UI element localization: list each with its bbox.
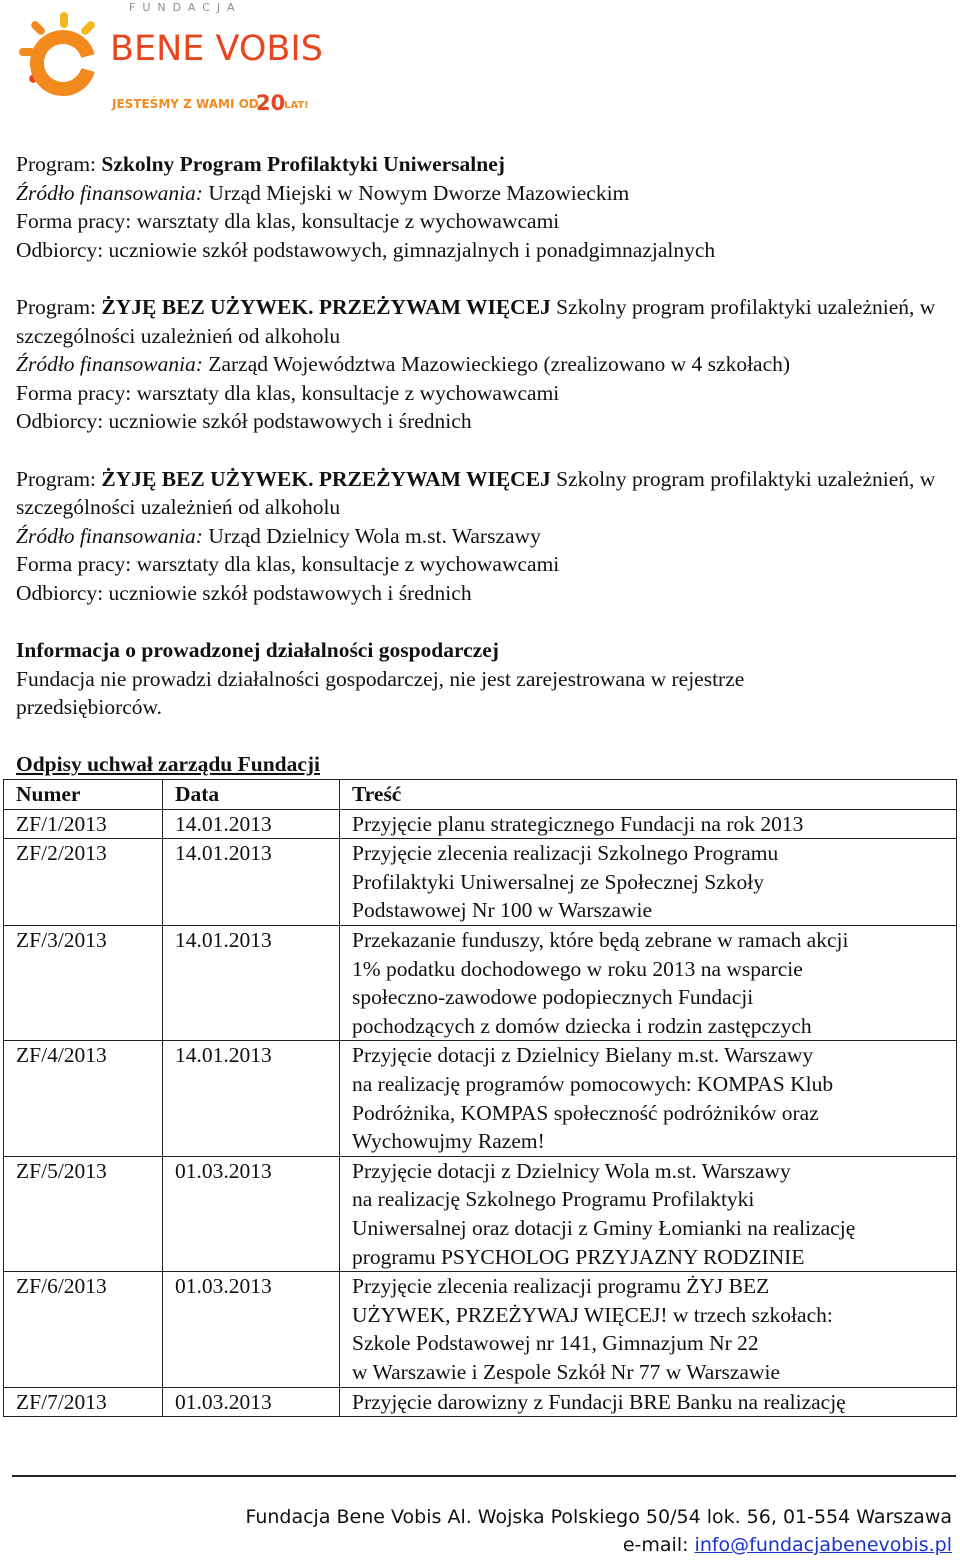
work-form-line: Forma pracy: warsztaty dla klas, konsultacje z wychowawcami — [16, 380, 560, 405]
resolution-date: 14.01.2013 — [163, 809, 340, 839]
work-form-line: Forma pracy: warsztaty dla klas, konsultacje z wychowawcami — [16, 209, 560, 234]
resolution-content-line: społeczno-zawodowe podopiecznych Fundacji — [352, 985, 754, 1010]
funding-line — [16, 350, 956, 379]
resolution-content-line: pochodzących z domów dziecka i rodzin zastępczych — [352, 1013, 812, 1038]
program-prefix: Program: — [16, 152, 102, 176]
logo-top-text: FUNDACJA — [129, 1, 242, 14]
work-form-line: Forma pracy: warsztaty dla klas, konsultacje z wychowawcami — [16, 552, 560, 577]
resolution-content-line: Podstawowej Nr 100 w Warszawie — [352, 898, 653, 923]
table-row — [4, 839, 957, 926]
program-block-3 — [16, 465, 956, 608]
sun-arc — [37, 37, 88, 89]
recipients-line: Odbiorcy: uczniowie szkół podstawowych i średnich — [16, 580, 472, 605]
resolution-date: 01.03.2013 — [163, 1387, 340, 1417]
funding-source: Urząd Miejski w Nowym Dworze Mazowieckim — [202, 180, 630, 205]
program-description: Szkolny program profilaktyki uzależnień, w szczególności uzależnień od alkoholu — [16, 466, 936, 520]
resolution-date: 01.03.2013 — [163, 1272, 340, 1387]
resolution-content-line: Przyjęcie zlecenia realizacji programu ŻYJ BEZ — [352, 1274, 770, 1299]
funding-line — [16, 179, 956, 208]
resolution-number: ZF/4/2013 — [4, 1041, 163, 1156]
program-block-2 — [16, 293, 956, 436]
footer-email-line — [245, 1531, 952, 1559]
resolution-content — [340, 1387, 957, 1417]
resolution-content-line: na realizację programów pomocowych: KOMPAS Klub — [352, 1072, 834, 1096]
funding-line — [16, 522, 956, 551]
resolution-content-line: Podróżnika, KOMPAS społeczność podróżników oraz — [352, 1100, 819, 1125]
recipients-line: Odbiorcy: uczniowie szkół podstawowych i średnich — [16, 409, 472, 434]
program-prefix: Program: — [16, 466, 102, 491]
funding-source: Zarząd Województwa Mazowieckiego (zrealizowano w 4 szkołach) — [202, 352, 791, 377]
foundation-logo — [14, 0, 354, 118]
logo-tagline: JESTEŚMY Z WAMI OD — [112, 97, 259, 111]
business-activity-section — [16, 636, 956, 722]
resolution-content-line: Przekazanie funduszy, które będą zebrane w ramach akcji — [352, 928, 849, 953]
column-header-content: Treść — [340, 780, 957, 810]
resolution-number: ZF/1/2013 — [4, 809, 163, 839]
funding-label: Źródło finansowania: — [16, 180, 203, 205]
footer-divider — [12, 1475, 956, 1477]
resolution-number: ZF/6/2013 — [4, 1272, 163, 1387]
resolution-date: 14.01.2013 — [163, 926, 340, 1041]
resolutions-table — [3, 779, 957, 1417]
resolution-content-line: na realizację Szkolnego Programu Profilaktyki — [352, 1187, 755, 1212]
sun-logo-icon — [14, 0, 354, 118]
resolution-number: ZF/3/2013 — [4, 926, 163, 1041]
table-row — [4, 1272, 957, 1387]
resolution-content-line: Szkole Podstawowej nr 141, Gimnazjum Nr 22 — [352, 1331, 759, 1356]
resolution-content — [340, 1041, 957, 1156]
resolution-content-line: Profilaktyki Uniwersalnej ze Społecznej Szkoły — [352, 869, 764, 894]
resolution-content-line: Przyjęcie darowizny z Fundacji BRE Banku na realizację — [352, 1389, 846, 1414]
resolution-content-line: 1% podatku dochodowego w roku 2013 na wsparcie — [352, 956, 803, 981]
resolution-content-line: Przyjęcie planu strategicznego Fundacji na rok 2013 — [352, 811, 804, 836]
resolution-number: ZF/7/2013 — [4, 1387, 163, 1417]
table-header-row — [4, 780, 957, 810]
resolution-content — [340, 809, 957, 839]
footer-address: Fundacja Bene Vobis Al. Wojska Polskiego 50/54 lok. 56, 01-554 Warszawa — [245, 1506, 952, 1528]
program-name: ŻYJĘ BEZ UŻYWEK. PRZEŻYWAM WIĘCEJ — [101, 294, 551, 319]
resolution-date: 14.01.2013 — [163, 1041, 340, 1156]
footer-email-link[interactable]: info@fundacjabenevobis.pl — [694, 1534, 952, 1556]
recipients-line: Odbiorcy: uczniowie szkół podstawowych, gimnazjalnych i ponadgimnazjalnych — [16, 237, 716, 262]
resolution-number: ZF/5/2013 — [4, 1156, 163, 1271]
program-name: Szkolny Program Profilaktyki Uniwersalnej — [101, 152, 505, 176]
resolution-content — [340, 839, 957, 926]
resolution-content-line: Przyjęcie dotacji z Dzielnicy Wola m.st. Warszawy — [352, 1158, 791, 1183]
resolution-content-line: programu PSYCHOLOG PRZYJAZNY RODZINIE — [352, 1244, 805, 1269]
program-block-1 — [16, 150, 956, 264]
resolution-content-line: Przyjęcie dotacji z Dzielnicy Bielany m.st. Warszawy — [352, 1043, 814, 1068]
logo-name: BENE VOBIS — [110, 29, 323, 69]
table-row — [4, 926, 957, 1041]
resolution-content-line: UŻYWEK, PRZEŻYWAJ WIĘCEJ! w trzech szkołach: — [352, 1302, 833, 1327]
program-line — [16, 465, 956, 522]
resolutions-title: Odpisy uchwał zarządu Fundacji — [16, 752, 321, 777]
resolution-content — [340, 926, 957, 1041]
footer-email-label: e-mail: — [622, 1534, 695, 1556]
logo-years-suffix: LAT! — [284, 100, 309, 111]
resolution-date: 14.01.2013 — [163, 839, 340, 926]
table-row — [4, 1387, 957, 1417]
resolutions-section — [16, 750, 956, 1417]
column-header-number: Numer — [4, 780, 163, 810]
business-heading: Informacja o prowadzonej działalności gospodarczej — [16, 638, 499, 663]
resolution-number: ZF/2/2013 — [4, 839, 163, 926]
resolution-content — [340, 1272, 957, 1387]
funding-label: Źródło finansowania: — [16, 352, 203, 377]
table-row — [4, 1156, 957, 1271]
funding-label: Źródło finansowania: — [16, 523, 203, 548]
program-name: ŻYJĘ BEZ UŻYWEK. PRZEŻYWAM WIĘCEJ — [101, 466, 551, 491]
program-line — [16, 150, 956, 179]
resolution-date: 01.03.2013 — [163, 1156, 340, 1271]
table-row — [4, 1041, 957, 1156]
program-line — [16, 293, 956, 350]
resolution-content-line: Przyjęcie zlecenia realizacji Szkolnego Programu — [352, 841, 779, 866]
program-description: Szkolny program profilaktyki uzależnień, w szczególności uzależnień od alkoholu — [16, 294, 936, 348]
column-header-date: Data — [163, 780, 340, 810]
document-body — [16, 150, 956, 1417]
table-row — [4, 809, 957, 839]
footer — [245, 1503, 952, 1559]
resolution-content-line: w Warszawie i Zespole Szkół Nr 77 w Warszawie — [352, 1359, 781, 1384]
resolution-content-line: Wychowujmy Razem! — [352, 1129, 545, 1154]
program-prefix: Program: — [16, 294, 102, 319]
logo-years: 20 — [256, 91, 286, 115]
business-text: Fundacja nie prowadzi działalności gospodarczej, nie jest zarejestrowana w rejestrze przedsiębiorców. — [16, 666, 745, 720]
funding-source: Urząd Dzielnicy Wola m.st. Warszawy — [202, 523, 541, 548]
resolution-content — [340, 1156, 957, 1271]
resolution-content-line: Uniwersalnej oraz dotacji z Gminy Łomianki na realizację — [352, 1215, 856, 1240]
